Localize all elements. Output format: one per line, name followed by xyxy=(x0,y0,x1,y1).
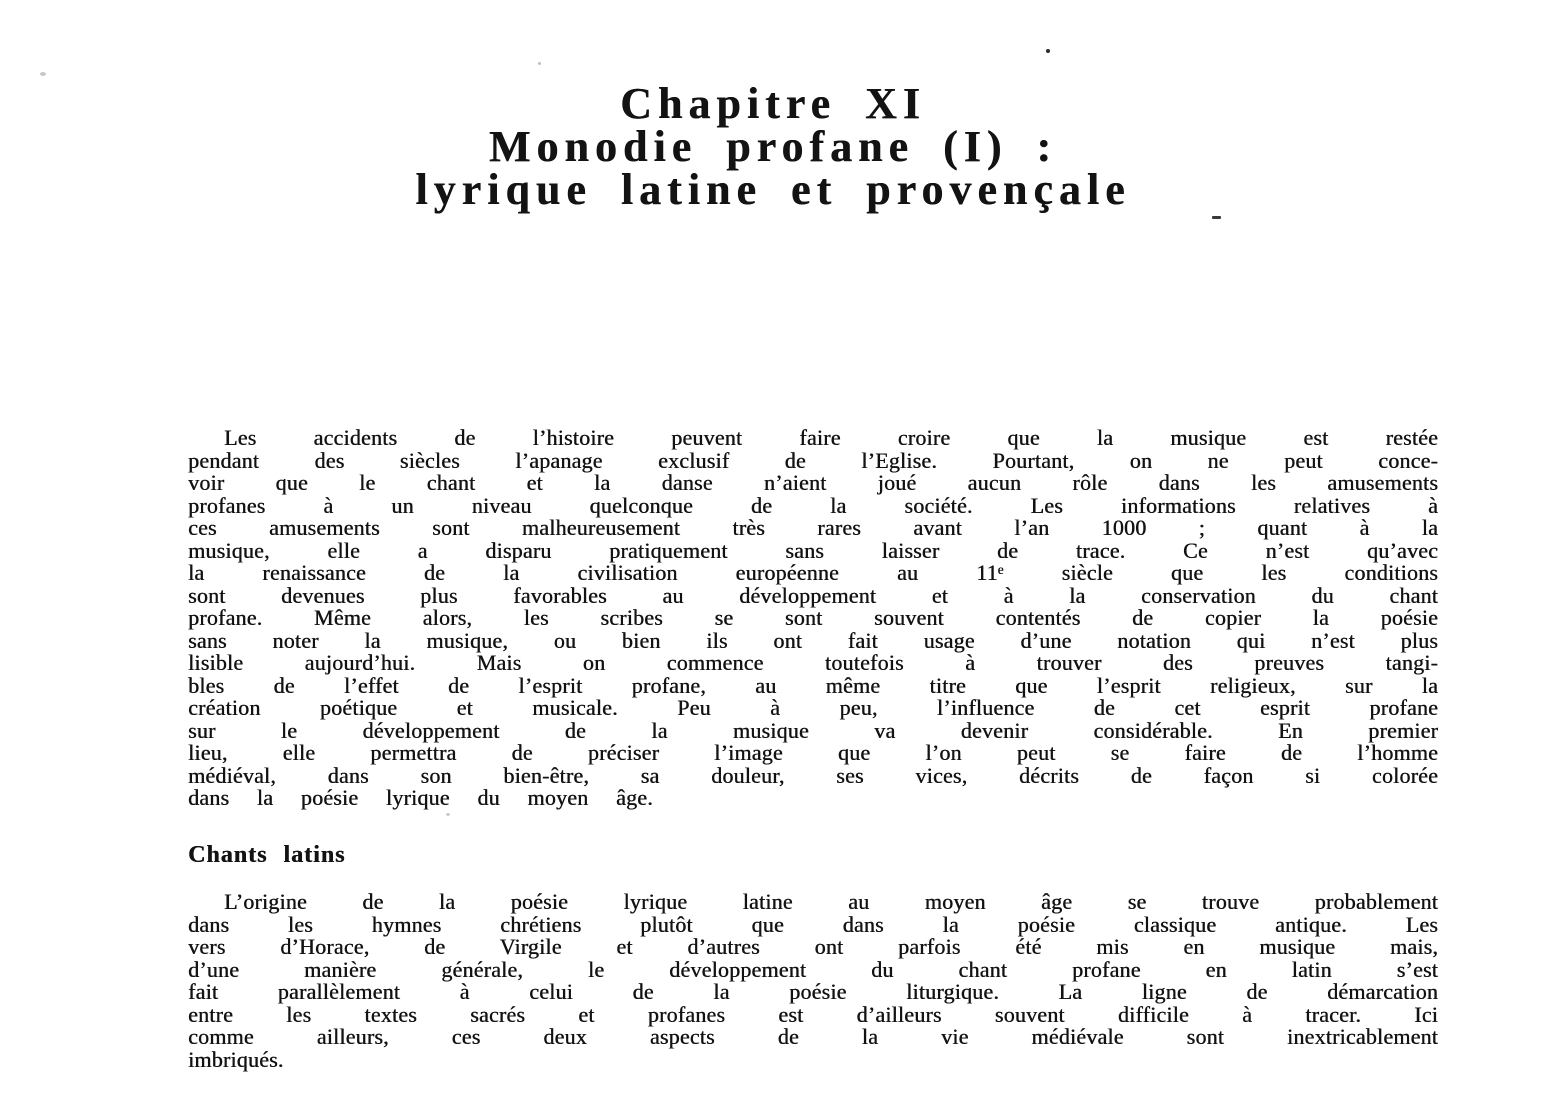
text-line: lieu, elle permettra de préciser l’image que l’on peut se faire de l’homme xyxy=(188,740,1438,765)
chapter-title-line: lyrique latine et provençale xyxy=(415,165,1131,214)
text-line: dans la poésie lyrique du moyen âge. xyxy=(188,785,653,810)
scan-speck xyxy=(40,72,46,76)
text-line: d’une manière générale, le développement du chant profane en latin s’est xyxy=(188,956,1438,982)
text-line: entre les textes sacrés et profanes est d’ailleurs souvent difficile à tracer. Ici xyxy=(188,1001,1438,1027)
text-line: musique, elle a disparu pratiquement sans laisser de trace. Ce n’est qu’avec xyxy=(188,537,1438,563)
text-line: fait parallèlement à celui de la poésie liturgique. La ligne de démarcation xyxy=(188,979,1438,1004)
text-line: lisible aujourd’hui. Mais on commence toutefois à trouver des preuves tangi- xyxy=(188,650,1438,675)
section-heading-chants-latins: Chants latins xyxy=(188,842,346,868)
text-line: comme ailleurs, ces deux aspects de la vie médiévale sont inextricablement xyxy=(188,1024,1438,1049)
chapter-title-line: Monodie profane (I) : xyxy=(488,122,1058,171)
scan-speck xyxy=(1046,49,1050,53)
scan-speck xyxy=(446,813,450,816)
text-line: pendant des siècles l’apanage exclusif de l’Eglise. Pourtant, on ne peut conce- xyxy=(188,447,1438,473)
text-line: création poétique et musicale. Peu à peu, l’influence de cet esprit profane xyxy=(188,695,1438,720)
text-line: Les accidents de l’histoire peuvent faire croire que la musique est restée xyxy=(224,425,1438,450)
text-line: ces amusements sont malheureusement très rares avant l’an 1000 ; quant à la xyxy=(188,515,1438,540)
scan-speck xyxy=(1212,216,1221,219)
chapter-title xyxy=(0,79,1546,214)
text-line: la renaissance de la civilisation européenne au 11ᵉ siècle que les conditions xyxy=(188,560,1438,585)
intro-paragraph xyxy=(188,427,1438,810)
text-line: imbriqués. xyxy=(188,1046,284,1072)
text-line: sur le développement de la musique va devenir considérable. En premier xyxy=(188,717,1438,743)
chants-latins-paragraph xyxy=(188,891,1438,1071)
text-line: vers d’Horace, de Virgile et d’autres ont parfois été mis en musique mais, xyxy=(188,934,1438,959)
text-line: L’origine de la poésie lyrique latine au moyen âge se trouve probablement xyxy=(224,889,1438,914)
scan-speck xyxy=(538,62,541,65)
text-line: profane. Même alors, les scribes se sont souvent contentés de copier la poésie xyxy=(188,605,1438,630)
text-line: médiéval, dans son bien-être, sa douleur, ses vices, décrits de façon si colorée xyxy=(188,762,1438,788)
chapter-title-line: Chapitre XI xyxy=(620,79,926,128)
text-line: sont devenues plus favorables au développement et à la conservation du chant xyxy=(188,582,1438,608)
text-line: dans les hymnes chrétiens plutôt que dans la poésie classique antique. Les xyxy=(188,911,1438,937)
text-line: voir que le chant et la danse n’aient joué aucun rôle dans les amusements xyxy=(188,470,1438,495)
text-line: profanes à un niveau quelconque de la société. Les informations relatives à xyxy=(188,492,1438,518)
text-line: bles de l’effet de l’esprit profane, au même titre que l’esprit religieux, sur la xyxy=(188,672,1438,698)
text-line: sans noter la musique, ou bien ils ont fait usage d’une notation qui n’est plus xyxy=(188,627,1438,653)
